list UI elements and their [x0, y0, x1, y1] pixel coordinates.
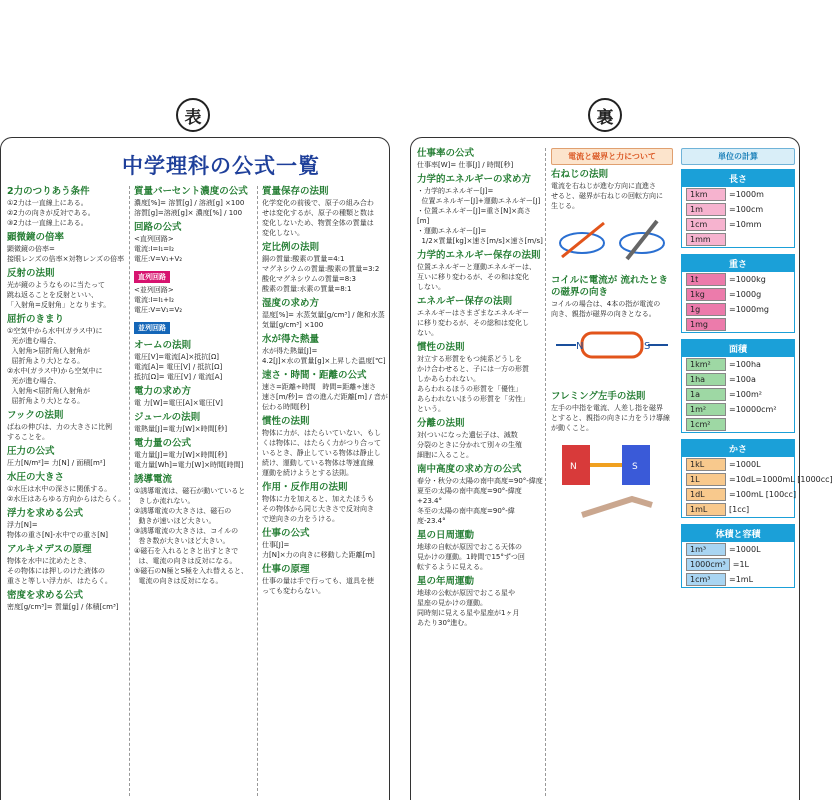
unit-row	[682, 572, 794, 587]
section-heading: 仕事の原理	[262, 564, 310, 575]
unit-row	[682, 542, 794, 557]
section-heading: 誘導電流	[134, 474, 173, 485]
section-heading: 力学的エネルギー保存の法則	[417, 250, 541, 261]
section-text: 物体に力を加えると、加えたほうも その物体から同じ大きさで反対向き で逆向きの力をうける。	[262, 495, 374, 523]
unit-row	[682, 502, 794, 517]
units-panel-title: 単位の計算	[681, 148, 795, 165]
unit-row	[682, 217, 794, 232]
unit-cell: 1cm²	[686, 418, 726, 431]
unit-cell: 1mm	[686, 233, 726, 246]
unit-row	[682, 272, 794, 287]
unit-row	[682, 202, 794, 217]
unit-row	[682, 287, 794, 302]
unit-equivalent: =1000L	[729, 460, 761, 469]
section-heading: エネルギー保存の法則	[417, 296, 513, 307]
unit-cell: 1kg	[686, 288, 726, 301]
section-text: エネルギーはさまざまなエネルギー に移り変わるが、その総和は変化し ない。	[417, 309, 529, 337]
unit-equivalent: =1000m	[729, 190, 764, 199]
unit-row	[682, 232, 794, 247]
magnetism-panel-title: 電流と磁界と力について	[551, 148, 673, 165]
unit-cell: 1t	[686, 273, 726, 286]
section-text: 電熱量[J]=電力[W]×時間[秒]	[134, 425, 228, 433]
unit-group	[681, 339, 795, 433]
unit-equivalent: =10mm	[729, 220, 762, 229]
unit-equivalent: =1L	[732, 560, 750, 569]
section-text: 水が得た熱量[J]= 4.2[J]×水の質量[g]×上昇した温度[℃]	[262, 347, 386, 365]
section-text: ・力学的エネルギー[J]= 位置エネルギー[J]+運動エネルギー[J] ・位置エネルギー[J]=重さ[N]×高さ[m] ・運動エネルギー[J]= 1/2×質量[kg]×速さ[m/s]×速さ[m/s]	[417, 187, 543, 245]
section-text: ①誘導電流は、磁石が動いていると きしか流れない。 ②誘導電流の大きさは、磁石の 動きが速いほど大きい。 ③誘導電流の大きさは、コイルの 巻き数が大きいほど大きい。 ④磁石を入れるときと出すときで は、電流の向きは反対になる。 ⑤磁石のN極とS極を入れ替えると、 電流の向きは反対になる。	[134, 487, 248, 585]
unit-group-heading: 重さ	[682, 255, 794, 272]
unit-row	[682, 417, 794, 432]
section-heading: 慣性の法則	[262, 416, 310, 427]
svg-text:S: S	[644, 341, 651, 352]
section-text: 湿度[%]= 水蒸気量[g/cm³] / 飽和水蒸気量[g/cm³] ×100	[262, 311, 385, 329]
section-text: 圧力[N/m²]= 力[N] / 面積[m²]	[7, 459, 106, 467]
section-text: 化学変化の前後で、原子の組み合わ せは変化するが、原子の種類と数は 変化しないため、物質全体の質量は 変化しない。	[262, 199, 374, 237]
section-heading: フレミング左手の法則	[551, 391, 646, 402]
back-column-2	[551, 148, 673, 798]
section-text: 濃度[%]= 溶質[g] / 溶液[g] ×100 溶質[g]=溶液[g]× 濃度[%] / 100	[134, 199, 245, 217]
section-text: 地球の自転が原因でおこる天体の 見かけの運動。1時間で15°ずつ回 転するように見える。	[417, 543, 525, 571]
section-text: 対立する形質をもつ純系どうしを かけ合わせると、子には一方の形質 しかあらわれない。 あらわれるほうの形質を「優性」 あらわれないほうの形質を「劣性」 という。	[417, 355, 529, 413]
unit-cell: 1mL	[686, 503, 726, 516]
section-heading: 仕事の公式	[262, 528, 310, 539]
section-text: コイルの場合は、4本の指が電流の 向き、親指が磁界の向きとなる。	[551, 300, 661, 318]
unit-row	[682, 387, 794, 402]
front-column-3	[262, 182, 388, 797]
section-text: 顕微鏡の倍率= 接眼レンズの倍率×対物レンズの倍率	[7, 245, 125, 263]
section-text: 物体に力が、はたらいていない、もし くは物体に、はたらく力がつり合って いるとき、静止している物体は静止し 続け、運動している物体は等速直線 運動を続けようとする法則。	[262, 429, 381, 477]
unit-cell: 1cm	[686, 218, 726, 231]
section-heading: 質量パーセント濃度の公式	[134, 186, 248, 197]
section-text: ①水圧は水中の深さに関係する。 ②水圧はあらゆる方向からはたらく。	[7, 485, 126, 503]
svg-text:S: S	[632, 462, 638, 472]
coil-figure	[551, 319, 673, 387]
unit-cell: 1m	[686, 203, 726, 216]
section-heading: 右ねじの法則	[551, 169, 609, 180]
unit-cell: 1cm³	[686, 573, 726, 586]
section-text: 電 力[W]=電圧[A]×電圧[V]	[134, 399, 223, 407]
section-text: 位置エネルギーと運動エネルギーは、 互いに移り変わるが、その和は変化 しない。	[417, 263, 536, 291]
section-text: 地球の公転が原因でおこる星や 星座の見かけの運動。 同時刻に見える星や星座が1ヶ月 あたり30°進む。	[417, 589, 520, 627]
section-text: 電圧[V]=電流[A]×抵抗[Ω] 電流[A]= 電圧[V] / 抵抗[Ω] 抵抗[Ω]= 電圧[V] / 電流[A]	[134, 353, 223, 381]
unit-group	[681, 524, 795, 588]
section-heading: 2力のつりあう条件	[7, 186, 90, 197]
unit-equivalent: =1mL	[729, 575, 754, 584]
back-column-1	[417, 144, 543, 794]
unit-equivalent: =1000kg	[729, 275, 766, 284]
section-heading: 水圧の大きさ	[7, 472, 65, 483]
section-text: 光が鏡のようなものに当たって 跳ね返ることを反射といい、 「入射角=反射角」となります。	[7, 281, 111, 309]
unit-cell: 1ha	[686, 373, 726, 386]
unit-group-heading: 体積と容積	[682, 525, 794, 542]
unit-cell: 1mg	[686, 318, 726, 331]
section-text: 春分・秋分の太陽の南中高度=90°-緯度 夏至の太陽の南中高度=90°-緯度+23.4° 冬至の太陽の南中高度=90°-緯度-23.4°	[417, 477, 543, 525]
section-heading: ジュールの法則	[134, 412, 201, 423]
section-heading: 慣性の法則	[417, 342, 465, 353]
unit-equivalent: =1000mg	[729, 305, 769, 314]
section-text: ばねの伸びは、力の大きさに比例 することを。	[7, 423, 112, 441]
unit-cell: 1kL	[686, 458, 726, 471]
section-heading: 仕事率の公式	[417, 148, 475, 159]
unit-group-heading: 長さ	[682, 170, 794, 187]
section-text: 左手の中指を電流、人差し指を磁界 とすると、親指の向きに力をうけ導線 が動くこと。	[551, 404, 670, 432]
section-text: 電流を右ねじが進む方向に直進さ せると、磁界が右ねじの回転方向に 生じる。	[551, 182, 663, 210]
svg-text:N: N	[576, 341, 584, 352]
unit-row	[682, 317, 794, 332]
svg-text:N: N	[570, 462, 577, 472]
unit-group	[681, 439, 833, 518]
unit-group-heading: 面積	[682, 340, 794, 357]
unit-equivalent: =100mL [100cc]	[729, 490, 797, 499]
section-text: 速さ=距離÷時間 時間=距離÷速さ 速さ[m/秒]= 音の進んだ距離[m] / 音が伝わる時間[秒]	[262, 383, 388, 411]
section-text: ①2力は一直線上にある。 ②2力の向きが反対である。 ③2力は一直線上にある。	[7, 199, 95, 227]
section-heading: フックの法則	[7, 410, 64, 421]
unit-row	[682, 372, 794, 387]
section-heading: 力学的エネルギーの求め方	[417, 174, 532, 185]
section-heading: 屈折のきまり	[7, 314, 65, 325]
section-text: 電力量[J]=電力[W]×時間[秒] 電力量[Wh]=電力[W]×時間[時間]	[134, 451, 244, 469]
unit-equivalent: =1000g	[729, 290, 762, 299]
section-text: 密度[g/cm³]= 質量[g] / 体積[cm³]	[7, 603, 119, 611]
unit-cell: 1g	[686, 303, 726, 316]
unit-equivalent: =100a	[729, 375, 756, 384]
section-heading: 星の日周運動	[417, 530, 475, 541]
unit-cell: 1dL	[686, 488, 726, 501]
unit-row	[682, 302, 794, 317]
unit-equivalent: [1cc]	[729, 505, 750, 514]
back-card	[410, 137, 833, 800]
unit-row	[682, 357, 794, 372]
section-text: 浮力[N]= 物体の重さ[N]-水中での重さ[N]	[7, 521, 108, 539]
section-heading: 電力量の公式	[134, 438, 192, 449]
unit-group	[681, 169, 795, 248]
unit-equivalent: =100m²	[729, 390, 762, 399]
section-text: 仕事率[W]= 仕事[J] / 時間[秒]	[417, 161, 514, 169]
unit-cell: 1a	[686, 388, 726, 401]
section-text: 物体を水中に沈めたとき、 その物体には押しのけた液体の 重さと等しい浮力が、はたらく。	[7, 557, 112, 585]
section-heading: 作用・反作用の法則	[262, 482, 348, 493]
unit-cell: 1km²	[686, 358, 726, 371]
section-text: 仕事の量は手で行っても、道具を使 っても変わらない。	[262, 577, 374, 595]
unit-row	[682, 187, 794, 202]
unit-cell: 1000cm³	[686, 558, 730, 571]
unit-group-heading: かさ	[682, 440, 794, 457]
section-text: <並列回路> 電流:I=I₁+I₂ 電圧:V=V₁=V₂	[134, 286, 183, 314]
section-heading: 質量保存の法則	[262, 186, 329, 197]
section-heading: 反射の法則	[7, 268, 55, 279]
front-column-1	[7, 182, 127, 797]
section-heading: 密度を求める公式	[7, 590, 84, 601]
page-title: 中学理科の公式一覧	[122, 154, 320, 178]
back-badge: 裏	[588, 98, 622, 132]
unit-cell: 1m²	[686, 403, 726, 416]
back-column-3	[681, 148, 833, 798]
unit-cell: 1L	[686, 473, 726, 486]
circuit-label: 並列回路	[134, 322, 170, 334]
unit-row	[682, 487, 797, 502]
section-heading: 速さ・時間・距離の公式	[262, 370, 367, 381]
unit-row	[682, 472, 833, 487]
section-heading: 圧力の公式	[7, 446, 55, 457]
section-heading: 分離の法則	[417, 418, 465, 429]
section-heading: アルキメデスの原理	[7, 544, 92, 555]
unit-equivalent: =10000cm²	[729, 405, 777, 414]
right-screw-figure	[551, 211, 673, 271]
unit-group	[681, 254, 795, 333]
front-column-2	[134, 182, 254, 797]
fleming-figure	[551, 433, 673, 533]
unit-row	[682, 402, 794, 417]
unit-equivalent: =100ha	[729, 360, 761, 369]
section-text: ①空気中から水中(ガラス中)に 光が進む場合、 入射角>屈折角(入射角が 屈折角より大)となる。 ②水中(ガラス中)から空気中に 光が進む場合、 入射角<屈折角(入射角が 屈折角より大)となる。	[7, 327, 103, 405]
unit-row	[682, 457, 794, 472]
section-heading: 回路の公式	[134, 222, 182, 233]
section-heading: オームの法則	[134, 340, 192, 351]
section-heading: 水が得た熱量	[262, 334, 320, 345]
section-heading: 顕微鏡の倍率	[7, 232, 65, 243]
section-heading: 電力の求め方	[134, 386, 192, 397]
section-heading: 湿度の求め方	[262, 298, 320, 309]
unit-equivalent: =100cm	[729, 205, 764, 214]
section-heading: 定比例の法則	[262, 242, 320, 253]
section-heading: コイルに電流が 流れたときの磁界の向き	[551, 275, 669, 298]
section-text: 銅の質量:酸素の質量=4:1 マグネシウムの質量:酸素の質量=3:2 酸化マグネシウムの質量=8:3 酸素の質量:水素の質量=8:1	[262, 255, 380, 293]
front-card	[0, 137, 390, 800]
unit-equivalent: =10dL=1000mL [1000cc]	[729, 475, 833, 484]
circuit-label: 直列回路	[134, 271, 170, 283]
section-heading: 浮力を求める公式	[7, 508, 84, 519]
front-badge: 表	[176, 98, 210, 132]
unit-cell: 1m³	[686, 543, 726, 556]
section-text: <直列回路> 電流:I=I₁=I₂ 電圧:V=V₁+V₂	[134, 235, 183, 263]
section-text: 対(ついになった遺伝子は、減数 分裂のときに分かれて別々の生殖 細胞に入ること。	[417, 431, 522, 459]
section-text: 仕事[J]= 力[N]×力の向きに移動した距離[m]	[262, 541, 375, 559]
unit-row	[682, 557, 794, 572]
section-heading: 南中高度の求め方の公式	[417, 464, 522, 475]
unit-equivalent: =1000L	[729, 545, 761, 554]
section-heading: 星の年周運動	[417, 576, 475, 587]
unit-cell: 1km	[686, 188, 726, 201]
